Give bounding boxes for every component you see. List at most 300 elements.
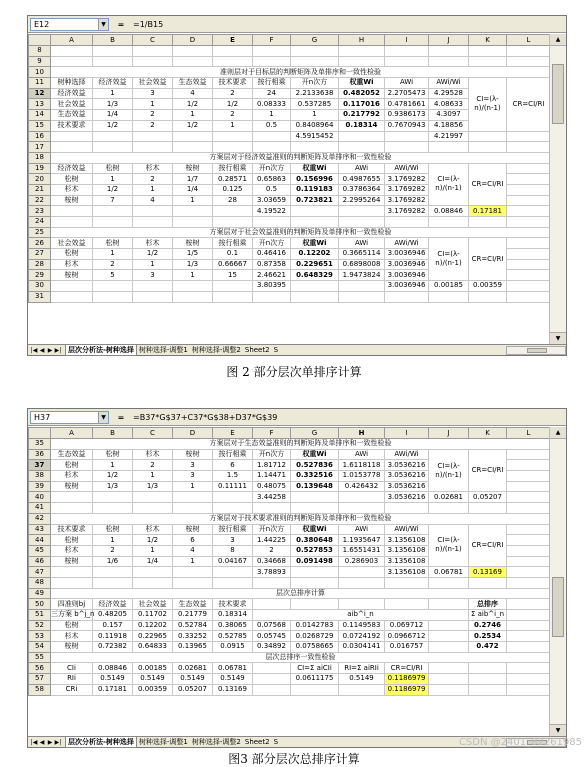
cell[interactable]: 3.1769282 — [385, 195, 429, 206]
cell[interactable]: 3.0536216 — [385, 460, 429, 471]
cell[interactable] — [51, 577, 93, 588]
cell[interactable] — [253, 577, 291, 588]
cell[interactable]: 1 — [291, 110, 339, 121]
vertical-scrollbar[interactable] — [549, 427, 566, 736]
cell[interactable]: 0.12202 — [133, 620, 173, 631]
cell[interactable] — [507, 620, 551, 631]
cell[interactable]: 0.18314 — [339, 120, 385, 131]
cell[interactable] — [213, 56, 253, 67]
cell[interactable]: 0.65863 — [253, 174, 291, 185]
cell[interactable]: 0.13965 — [173, 642, 213, 653]
cell[interactable] — [213, 46, 253, 57]
cell[interactable]: CR=CI/RI — [469, 238, 507, 281]
row-header[interactable]: 23 — [29, 206, 51, 217]
column-header[interactable]: C — [133, 35, 173, 46]
cell[interactable] — [507, 56, 551, 67]
cell[interactable] — [469, 46, 507, 57]
scroll-thumb[interactable] — [552, 577, 564, 637]
cell[interactable]: 3.0036946 — [385, 270, 429, 281]
cell[interactable]: 3.80395 — [253, 281, 291, 292]
cell[interactable] — [253, 142, 291, 153]
cell[interactable]: 1 — [173, 110, 213, 121]
cell[interactable]: 松树 — [51, 174, 93, 185]
cell[interactable]: 0.8408964 — [291, 120, 339, 131]
cell[interactable] — [429, 684, 469, 695]
cell[interactable]: 1 — [133, 545, 173, 556]
row-header[interactable]: 25 — [29, 227, 51, 238]
cell[interactable] — [507, 206, 551, 217]
column-header[interactable]: J — [429, 428, 469, 439]
cell[interactable] — [507, 291, 551, 302]
cell[interactable]: 0.08333 — [253, 99, 291, 110]
cell[interactable]: 按行相乘 — [213, 524, 253, 535]
cell[interactable] — [429, 46, 469, 57]
column-header[interactable]: B — [93, 428, 133, 439]
cell[interactable]: 按行相乘 — [213, 449, 253, 460]
cell[interactable] — [133, 281, 173, 292]
sheet-tab[interactable]: 树种选择-调整2 — [191, 346, 241, 354]
cell[interactable]: 0.537285 — [291, 99, 339, 110]
cell[interactable] — [507, 174, 551, 185]
cell[interactable] — [291, 217, 339, 228]
cell[interactable]: 0.0611175 — [291, 674, 339, 685]
cell[interactable]: 0.13169 — [469, 567, 507, 578]
cell[interactable] — [507, 195, 551, 206]
cell[interactable]: 1/3 — [93, 99, 133, 110]
cell[interactable] — [339, 577, 385, 588]
cell[interactable]: 杉木 — [133, 524, 173, 535]
cell[interactable]: 15 — [213, 270, 253, 281]
cell[interactable]: 0.380648 — [291, 535, 339, 546]
cell[interactable] — [507, 631, 551, 642]
cell[interactable] — [507, 503, 551, 514]
cell[interactable] — [173, 131, 213, 142]
cell[interactable] — [291, 206, 339, 217]
cell[interactable]: 0.08846 — [93, 663, 133, 674]
cell[interactable]: 0.12202 — [291, 249, 339, 260]
cell[interactable] — [469, 217, 507, 228]
cell[interactable] — [507, 599, 551, 610]
row-header[interactable]: 27 — [29, 249, 51, 260]
cell[interactable] — [133, 217, 173, 228]
cell[interactable]: 0.5149 — [213, 674, 253, 685]
cell[interactable]: 按行相乘 — [213, 163, 253, 174]
cell[interactable]: 4.19522 — [253, 206, 291, 217]
cell[interactable] — [385, 599, 429, 610]
cell[interactable] — [385, 46, 429, 57]
cell[interactable] — [339, 142, 385, 153]
cell[interactable]: 0.0268729 — [291, 631, 339, 642]
cell[interactable]: 0.52785 — [213, 631, 253, 642]
cell[interactable]: 0.229651 — [291, 259, 339, 270]
row-header[interactable]: 12 — [29, 88, 51, 99]
cell[interactable] — [93, 281, 133, 292]
cell[interactable]: 经济效益 — [51, 163, 93, 174]
cell[interactable]: 权重Wi — [291, 524, 339, 535]
cell[interactable]: 1 — [133, 471, 173, 482]
row-header[interactable]: 11 — [29, 78, 51, 89]
cell[interactable]: AWi — [339, 524, 385, 535]
cell[interactable]: 0.00185 — [133, 663, 173, 674]
row-header[interactable]: 35 — [29, 439, 51, 450]
cell[interactable] — [469, 674, 507, 685]
cell[interactable]: 0.3786364 — [339, 184, 385, 195]
cell[interactable] — [93, 291, 133, 302]
cell[interactable]: 1 — [133, 99, 173, 110]
cell[interactable]: 开n次方 — [253, 163, 291, 174]
cell[interactable] — [93, 46, 133, 57]
cell[interactable]: 杉木 — [51, 184, 93, 195]
cell[interactable] — [213, 217, 253, 228]
cell[interactable]: 0.0142783 — [291, 620, 339, 631]
cell[interactable]: 0.482052 — [339, 88, 385, 99]
cell[interactable] — [469, 503, 507, 514]
cell[interactable]: 桉树 — [51, 195, 93, 206]
cell[interactable]: 0.00359 — [469, 281, 507, 292]
row-header[interactable]: 22 — [29, 195, 51, 206]
cell[interactable]: 按行相乘 — [253, 78, 291, 89]
cell[interactable] — [469, 56, 507, 67]
row-header[interactable]: 30 — [29, 281, 51, 292]
cell[interactable] — [93, 492, 133, 503]
row-header[interactable]: 46 — [29, 556, 51, 567]
cell[interactable]: 2 — [133, 120, 173, 131]
cell[interactable]: 0.5 — [253, 184, 291, 195]
cell[interactable]: 松树 — [93, 238, 133, 249]
cell[interactable]: 1.14471 — [253, 471, 291, 482]
sheet-tab[interactable]: 树种选择-调整1 — [138, 738, 188, 746]
cell[interactable]: AWi — [339, 449, 385, 460]
cell[interactable]: 8 — [213, 545, 253, 556]
cell[interactable]: 3.0536216 — [385, 471, 429, 482]
cell[interactable] — [469, 142, 507, 153]
cell[interactable]: 0.06781 — [213, 663, 253, 674]
row-header[interactable]: 44 — [29, 535, 51, 546]
cell[interactable] — [507, 481, 551, 492]
cell[interactable] — [385, 503, 429, 514]
column-header[interactable]: L — [507, 35, 551, 46]
row-header[interactable]: 55 — [29, 652, 51, 663]
cell[interactable] — [253, 674, 291, 685]
cell[interactable] — [51, 46, 93, 57]
cell[interactable] — [339, 492, 385, 503]
cell[interactable] — [507, 249, 551, 260]
cell[interactable] — [507, 163, 551, 174]
cell[interactable] — [291, 46, 339, 57]
cell[interactable] — [51, 492, 93, 503]
cell[interactable]: 0.527853 — [291, 545, 339, 556]
cell[interactable]: 权重Wi — [339, 78, 385, 89]
cell[interactable] — [93, 142, 133, 153]
cell[interactable]: 杉木 — [133, 163, 173, 174]
cell[interactable] — [507, 131, 551, 142]
cell[interactable]: 松树 — [51, 249, 93, 260]
cell[interactable]: 准则层对于目标层的判断矩阵及单排序和一致性检验 — [51, 67, 551, 78]
cell[interactable]: 桉树 — [51, 556, 93, 567]
cell[interactable] — [507, 217, 551, 228]
cell[interactable]: 0.13169 — [213, 684, 253, 695]
cell[interactable]: CI=(λ-n)/(n-1) — [429, 163, 469, 206]
cell[interactable] — [339, 56, 385, 67]
cell[interactable] — [429, 620, 469, 631]
cell[interactable]: 1/5 — [173, 249, 213, 260]
cell[interactable]: 开n次方 — [291, 78, 339, 89]
cell[interactable]: 0.02681 — [429, 492, 469, 503]
cell[interactable] — [291, 577, 339, 588]
cell[interactable] — [507, 259, 551, 270]
cell[interactable] — [339, 46, 385, 57]
cell[interactable]: 0.00185 — [429, 281, 469, 292]
cell[interactable]: 5 — [93, 270, 133, 281]
cell[interactable] — [429, 599, 469, 610]
cell[interactable] — [429, 291, 469, 302]
cell[interactable] — [291, 281, 339, 292]
cell[interactable]: 桉树 — [51, 481, 93, 492]
next-tab-icon[interactable]: ▶ — [47, 346, 53, 354]
cell[interactable]: 1.5 — [213, 471, 253, 482]
cell[interactable] — [507, 545, 551, 556]
name-box[interactable] — [30, 18, 109, 31]
column-header[interactable]: E — [213, 428, 253, 439]
cell[interactable]: 0.64833 — [133, 642, 173, 653]
row-header[interactable]: 48 — [29, 577, 51, 588]
row-header[interactable]: 37 — [29, 460, 51, 471]
cell[interactable]: 2.2133638 — [291, 88, 339, 99]
cell[interactable] — [507, 492, 551, 503]
cell[interactable] — [429, 674, 469, 685]
cell[interactable]: CR=CI/RI — [507, 78, 551, 131]
scroll-up-icon[interactable]: ▲ — [550, 34, 566, 46]
cell[interactable] — [133, 492, 173, 503]
row-header[interactable]: 58 — [29, 684, 51, 695]
cell[interactable]: 0.2534 — [469, 631, 507, 642]
cell[interactable]: AWi/Wi — [429, 78, 469, 89]
cell[interactable]: 0.016757 — [385, 642, 429, 653]
cell[interactable]: CR=CI/RI — [469, 524, 507, 567]
horizontal-scrollbar[interactable] — [506, 346, 566, 355]
cell[interactable]: 2 — [253, 545, 291, 556]
cell[interactable]: 3.0036946 — [385, 249, 429, 260]
cell[interactable] — [173, 217, 213, 228]
cell[interactable]: 1.6551431 — [339, 545, 385, 556]
cell[interactable] — [51, 56, 93, 67]
cell[interactable]: 0.48205 — [93, 610, 133, 621]
cell[interactable]: 0.217792 — [339, 110, 385, 121]
cell[interactable]: 权重Wi — [291, 238, 339, 249]
cell[interactable] — [213, 291, 253, 302]
row-header[interactable]: 20 — [29, 174, 51, 185]
sheet-tab[interactable]: 树种选择-调整1 — [138, 346, 188, 354]
column-header[interactable]: H — [339, 428, 385, 439]
cell[interactable] — [469, 663, 507, 674]
cell[interactable] — [291, 492, 339, 503]
cell[interactable]: 3.0036946 — [385, 281, 429, 292]
cell[interactable]: 松树 — [93, 449, 133, 460]
cell[interactable]: 0.66667 — [213, 259, 253, 270]
cell[interactable] — [51, 131, 93, 142]
cell[interactable] — [385, 577, 429, 588]
cell[interactable] — [213, 503, 253, 514]
cell[interactable]: 权重Wi — [291, 163, 339, 174]
sheet-tab[interactable]: Sheet2 — [244, 738, 270, 746]
row-header[interactable]: 31 — [29, 291, 51, 302]
row-header[interactable]: 8 — [29, 46, 51, 57]
cell[interactable]: 1 — [213, 120, 253, 131]
cell[interactable]: 0.11702 — [133, 610, 173, 621]
row-header[interactable]: 24 — [29, 217, 51, 228]
cell[interactable]: 0.069712 — [385, 620, 429, 631]
cell[interactable] — [507, 142, 551, 153]
cell[interactable] — [173, 577, 213, 588]
cell[interactable]: Σ aib^i_n — [469, 610, 507, 621]
cell[interactable] — [133, 577, 173, 588]
cell[interactable]: 方案层对于技术要求准则的判断矩阵及单排序和一致性检验 — [51, 513, 551, 524]
last-tab-icon[interactable]: ▶| — [54, 738, 62, 746]
cell[interactable]: 1/2 — [173, 120, 213, 131]
cell[interactable] — [173, 503, 213, 514]
cell[interactable] — [51, 206, 93, 217]
cell[interactable] — [339, 131, 385, 142]
cell[interactable]: 0.72382 — [93, 642, 133, 653]
cell[interactable] — [253, 663, 291, 674]
vertical-scrollbar[interactable] — [549, 34, 566, 344]
cell[interactable] — [507, 184, 551, 195]
cell[interactable]: 3.44258 — [253, 492, 291, 503]
cell[interactable] — [93, 131, 133, 142]
cell[interactable]: 0.091498 — [291, 556, 339, 567]
cell[interactable]: 2.2995264 — [339, 195, 385, 206]
prev-tab-icon[interactable]: ◀ — [39, 738, 45, 746]
row-header[interactable]: 13 — [29, 99, 51, 110]
column-header[interactable]: D — [173, 35, 213, 46]
cell[interactable]: aib^i_n — [253, 610, 469, 621]
cell[interactable] — [213, 131, 253, 142]
cell[interactable]: 0.1186979 — [385, 684, 429, 695]
column-header[interactable]: B — [93, 35, 133, 46]
cell-grid[interactable] — [28, 427, 551, 696]
cell[interactable]: 1 — [93, 249, 133, 260]
cell[interactable]: 3.78893 — [253, 567, 291, 578]
column-header[interactable]: K — [469, 428, 507, 439]
cell[interactable]: 3.03659 — [253, 195, 291, 206]
cell[interactable]: 7 — [93, 195, 133, 206]
cell[interactable]: 2 — [213, 110, 253, 121]
cell[interactable]: 技术要求 — [213, 599, 253, 610]
cell[interactable]: 杉木 — [133, 238, 173, 249]
cell[interactable]: 0.472 — [469, 642, 507, 653]
cell[interactable] — [133, 142, 173, 153]
cell[interactable] — [339, 503, 385, 514]
cell[interactable] — [469, 684, 507, 695]
scroll-thumb[interactable] — [552, 64, 564, 124]
cell[interactable]: 0.5149 — [133, 674, 173, 685]
cell[interactable]: RIi — [51, 674, 93, 685]
cell[interactable] — [429, 56, 469, 67]
cell[interactable]: 2 — [213, 88, 253, 99]
cell[interactable] — [507, 577, 551, 588]
cell[interactable]: 1.9473824 — [339, 270, 385, 281]
cell[interactable]: 0.46416 — [253, 249, 291, 260]
cell[interactable]: 1/2 — [133, 535, 173, 546]
cell[interactable] — [385, 56, 429, 67]
cell[interactable]: 方案层对于生态效益准则的判断矩阵及单排序和一致性检验 — [51, 439, 551, 450]
cell[interactable]: 3.0036946 — [385, 259, 429, 270]
row-header[interactable]: 15 — [29, 120, 51, 131]
cell[interactable] — [253, 131, 291, 142]
cell[interactable]: 生态效益 — [51, 110, 93, 121]
cell[interactable] — [507, 471, 551, 482]
cell[interactable]: 1 — [93, 535, 133, 546]
row-header[interactable]: 38 — [29, 471, 51, 482]
scroll-up-icon[interactable]: ▲ — [550, 427, 566, 439]
cell[interactable] — [339, 684, 385, 695]
cell[interactable] — [385, 217, 429, 228]
cell[interactable]: 0.0966712 — [385, 631, 429, 642]
column-header[interactable]: C — [133, 428, 173, 439]
cell[interactable]: 0.38065 — [213, 620, 253, 631]
cell[interactable] — [173, 281, 213, 292]
column-header[interactable]: F — [253, 428, 291, 439]
cell[interactable]: 2 — [133, 174, 173, 185]
cell[interactable]: 社会效益 — [133, 78, 173, 89]
cell[interactable]: 4 — [173, 545, 213, 556]
cell[interactable]: 方案层对于经济效益准则的判断矩阵及单排序和一致性检验 — [51, 152, 551, 163]
cell[interactable]: 1.0153778 — [339, 471, 385, 482]
cell[interactable] — [339, 206, 385, 217]
chevron-down-icon[interactable]: ▼ — [98, 19, 108, 30]
cell[interactable]: AWi/Wi — [385, 238, 429, 249]
formula-input[interactable]: =1/B15 — [133, 19, 164, 29]
sheet-tab[interactable]: 层次分析法-树种选择 — [65, 345, 137, 356]
cell[interactable]: 4.3097 — [429, 110, 469, 121]
cell[interactable]: 生态效益 — [51, 449, 93, 460]
cell[interactable] — [133, 206, 173, 217]
cell[interactable]: 树种选择 — [51, 78, 93, 89]
cell[interactable]: AWi — [385, 78, 429, 89]
cell[interactable]: AWi/Wi — [385, 449, 429, 460]
cell[interactable]: 0.139648 — [291, 481, 339, 492]
cell[interactable] — [253, 217, 291, 228]
cell[interactable]: 0.5149 — [339, 674, 385, 685]
cell[interactable]: 0.0724192 — [339, 631, 385, 642]
cell[interactable]: 3 — [173, 471, 213, 482]
cell[interactable]: 1/2 — [213, 99, 253, 110]
cell[interactable] — [213, 281, 253, 292]
cell[interactable]: 1/6 — [93, 556, 133, 567]
cell[interactable]: 技术要求 — [51, 120, 93, 131]
cell[interactable]: 技术要求 — [51, 524, 93, 535]
cell[interactable]: 开n次方 — [253, 449, 291, 460]
cell[interactable]: 桉树 — [173, 449, 213, 460]
cell[interactable] — [173, 56, 213, 67]
cell[interactable]: 0.11111 — [213, 481, 253, 492]
cell[interactable] — [339, 567, 385, 578]
cell[interactable]: 0.18314 — [213, 610, 253, 621]
scroll-thumb[interactable] — [527, 348, 547, 353]
column-header[interactable]: H — [339, 35, 385, 46]
column-header[interactable]: K — [469, 35, 507, 46]
row-header[interactable]: 16 — [29, 131, 51, 142]
prev-tab-icon[interactable]: ◀ — [39, 346, 45, 354]
cell[interactable]: 1/2 — [133, 249, 173, 260]
cell[interactable]: 经济效益 — [51, 88, 93, 99]
cell[interactable]: 3.1769282 — [385, 206, 429, 217]
cell[interactable]: 0.07568 — [253, 620, 291, 631]
cell[interactable]: 0.4987655 — [339, 174, 385, 185]
cell[interactable]: 0.34668 — [253, 556, 291, 567]
cell[interactable]: 3.1356108 — [385, 556, 429, 567]
cell[interactable]: CI=(λ-n)/(n-1) — [469, 78, 507, 131]
